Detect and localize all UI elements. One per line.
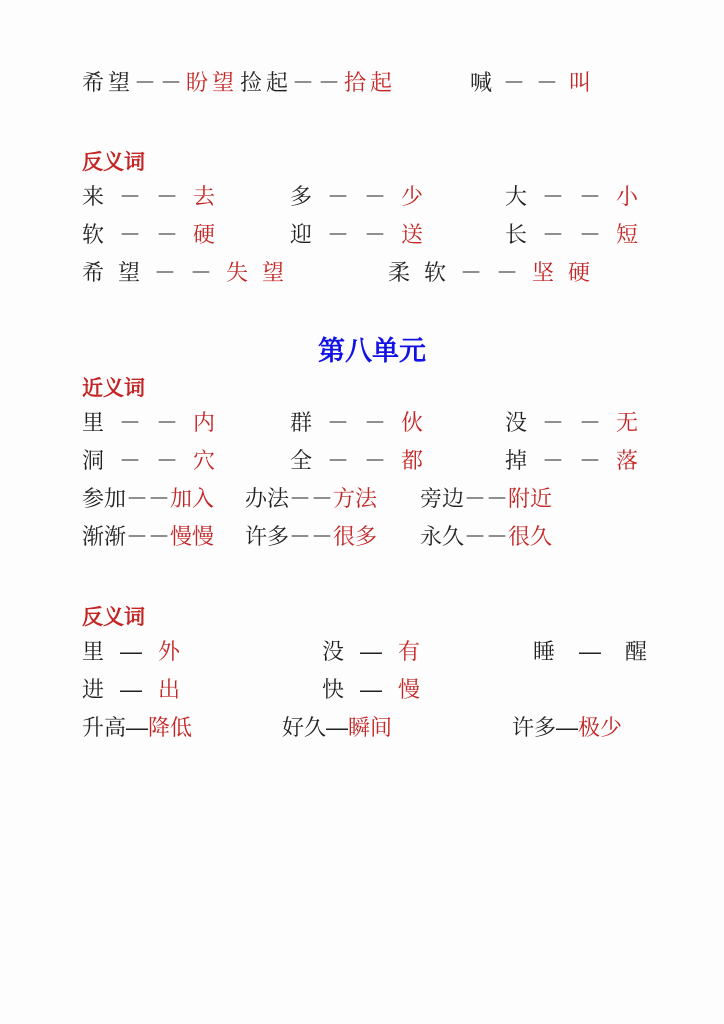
section-header: 反义词 bbox=[82, 606, 145, 629]
word-answer: 有 bbox=[398, 639, 437, 664]
word-pair bbox=[533, 633, 724, 671]
word-answer: 落 bbox=[616, 448, 654, 473]
word-prompt: 希望－－ bbox=[82, 70, 187, 95]
word-pair bbox=[240, 64, 470, 102]
word-answer: 拾起 bbox=[344, 70, 397, 95]
word-prompt: 没— bbox=[322, 639, 399, 664]
word-pair-row bbox=[82, 216, 724, 254]
word-prompt: 软－－ bbox=[82, 222, 194, 247]
word-pair-row bbox=[82, 254, 724, 292]
word-pair-row bbox=[82, 671, 724, 709]
word-prompt: 长－－ bbox=[505, 222, 617, 247]
word-answer: 送 bbox=[401, 222, 439, 247]
word-prompt: 多－－ bbox=[290, 184, 402, 209]
word-prompt: 没－－ bbox=[505, 410, 617, 435]
word-pair-row bbox=[82, 480, 724, 518]
word-pair bbox=[82, 442, 290, 480]
word-answer: 无 bbox=[616, 410, 654, 435]
word-prompt: 洞－－ bbox=[82, 448, 194, 473]
word-pair bbox=[82, 404, 290, 442]
word-prompt: 睡—醒 bbox=[533, 639, 672, 664]
word-pair bbox=[82, 709, 282, 747]
word-pair bbox=[290, 442, 505, 480]
word-prompt: 许多— bbox=[512, 715, 579, 740]
word-prompt: 参加－－ bbox=[82, 486, 171, 511]
section-synonyms-unit8 bbox=[82, 374, 724, 556]
word-prompt: 快— bbox=[322, 677, 399, 702]
word-pair bbox=[388, 254, 724, 292]
word-answer: 小 bbox=[616, 184, 654, 209]
word-answer: 内 bbox=[193, 410, 231, 435]
word-prompt: 群－－ bbox=[290, 410, 402, 435]
word-pair bbox=[245, 518, 420, 556]
word-pair-row bbox=[82, 404, 724, 442]
word-answer: 方法 bbox=[333, 486, 378, 511]
word-prompt: 迎－－ bbox=[290, 222, 402, 247]
word-pair bbox=[290, 216, 505, 254]
word-pair bbox=[322, 633, 533, 671]
word-pair bbox=[505, 216, 724, 254]
section-unit8-heading bbox=[82, 334, 724, 368]
word-prompt: 喊－－ bbox=[470, 70, 570, 95]
word-answer: 硬 bbox=[193, 222, 231, 247]
section-header: 近义词 bbox=[82, 377, 145, 400]
word-pair bbox=[420, 480, 724, 518]
word-answer: 慢慢 bbox=[170, 524, 215, 549]
word-answer: 很多 bbox=[333, 524, 378, 549]
word-answer: 都 bbox=[401, 448, 439, 473]
word-answer: 盼望 bbox=[186, 70, 239, 95]
word-pair-row bbox=[82, 442, 724, 480]
word-prompt: 希望－－ bbox=[82, 260, 227, 285]
word-answer: 穴 bbox=[193, 448, 231, 473]
word-prompt: 渐渐－－ bbox=[82, 524, 171, 549]
word-answer: 瞬间 bbox=[348, 715, 393, 740]
word-pair bbox=[290, 178, 505, 216]
word-prompt: 柔软－－ bbox=[388, 260, 533, 285]
word-pair bbox=[420, 518, 724, 556]
word-prompt: 全－－ bbox=[290, 448, 402, 473]
word-prompt: 永久－－ bbox=[420, 524, 509, 549]
word-pair-row bbox=[82, 518, 724, 556]
word-prompt: 好久— bbox=[282, 715, 349, 740]
section-synonyms-previous-unit bbox=[82, 64, 724, 102]
word-pair bbox=[505, 442, 724, 480]
word-pair bbox=[505, 404, 724, 442]
word-prompt: 升高— bbox=[82, 715, 149, 740]
word-pair bbox=[505, 178, 724, 216]
word-answer: 失望 bbox=[226, 260, 299, 285]
word-prompt: 办法－－ bbox=[245, 486, 334, 511]
word-pair bbox=[470, 64, 724, 102]
word-pair bbox=[82, 64, 240, 102]
section-antonyms-unit8 bbox=[82, 603, 724, 747]
word-answer: 加入 bbox=[170, 486, 215, 511]
word-pair-row bbox=[82, 178, 724, 216]
word-prompt: 来－－ bbox=[82, 184, 194, 209]
word-pair-row bbox=[82, 633, 724, 671]
word-pair bbox=[282, 709, 512, 747]
word-pair bbox=[512, 709, 724, 747]
word-prompt: 旁边－－ bbox=[420, 486, 509, 511]
section-header: 反义词 bbox=[82, 151, 145, 174]
word-answer: 极少 bbox=[578, 715, 623, 740]
word-pair bbox=[245, 480, 420, 518]
word-answer: 外 bbox=[158, 639, 197, 664]
word-pair bbox=[82, 254, 388, 292]
word-answer: 伙 bbox=[401, 410, 439, 435]
word-pair bbox=[82, 518, 245, 556]
word-prompt: 里－－ bbox=[82, 410, 194, 435]
word-answer: 坚硬 bbox=[532, 260, 605, 285]
word-pair-row bbox=[82, 64, 724, 102]
word-prompt: 许多－－ bbox=[245, 524, 334, 549]
word-pair bbox=[322, 671, 533, 709]
word-prompt: 进— bbox=[82, 677, 159, 702]
unit-heading: 第八单元 bbox=[318, 336, 426, 366]
word-pair bbox=[82, 480, 245, 518]
word-pair-row bbox=[82, 709, 724, 747]
section-antonyms-previous-unit bbox=[82, 148, 724, 292]
word-prompt: 里— bbox=[82, 639, 159, 664]
word-pair bbox=[82, 671, 322, 709]
word-answer: 去 bbox=[193, 184, 231, 209]
word-answer: 短 bbox=[616, 222, 654, 247]
word-prompt: 捡起－－ bbox=[240, 70, 345, 95]
word-answer: 少 bbox=[401, 184, 439, 209]
word-pair bbox=[290, 404, 505, 442]
word-pair bbox=[82, 178, 290, 216]
word-answer: 出 bbox=[158, 677, 197, 702]
word-pair bbox=[82, 633, 322, 671]
word-answer: 降低 bbox=[148, 715, 193, 740]
word-prompt: 大－－ bbox=[505, 184, 617, 209]
word-prompt: 掉－－ bbox=[505, 448, 617, 473]
word-answer: 慢 bbox=[398, 677, 437, 702]
word-answer: 附近 bbox=[508, 486, 553, 511]
word-pair bbox=[82, 216, 290, 254]
word-answer: 很久 bbox=[508, 524, 553, 549]
word-answer: 叫 bbox=[569, 70, 603, 95]
